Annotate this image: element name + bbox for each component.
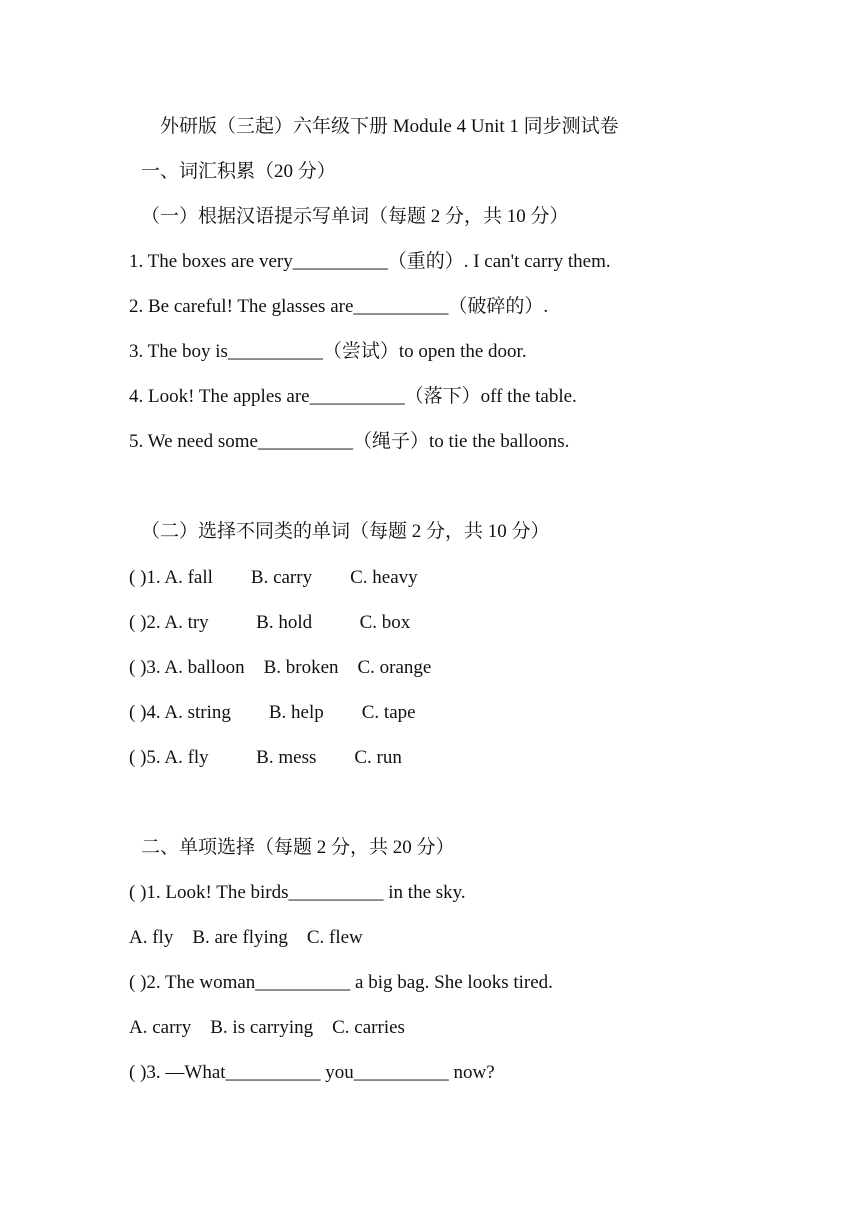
part2-question-1: ( )1. A. fall B. carry C. heavy [129, 567, 418, 588]
page-title: 外研版（三起）六年级下册 Module 4 Unit 1 同步测试卷 [160, 116, 619, 137]
section1-heading: 一、词汇积累（20 分） [141, 161, 336, 182]
part2-question-5: ( )5. A. fly B. mess C. run [129, 747, 402, 768]
part2-question-3: ( )3. A. balloon B. broken C. orange [129, 657, 432, 678]
part1-question-1: 1. The boxes are very__________（重的）. I can't carry them. [129, 251, 611, 272]
section2-heading: 二、单项选择（每题 2 分，共 20 分） [141, 837, 455, 858]
part2-question-2: ( )2. A. try B. hold C. box [129, 612, 411, 633]
part1-question-4: 4. Look! The apples are__________（落下）off the table. [129, 386, 577, 407]
part2-heading: （二）选择不同类的单词（每题 2 分，共 10 分） [141, 521, 550, 542]
part1-question-5: 5. We need some__________（绳子）to tie the balloons. [129, 431, 570, 452]
section2-options-2: A. carry B. is carrying C. carries [129, 1017, 405, 1038]
part2-question-4: ( )4. A. string B. help C. tape [129, 702, 416, 723]
part1-question-2: 2. Be careful! The glasses are__________（破碎的）. [129, 296, 549, 317]
part1-question-3: 3. The boy is__________（尝试）to open the door. [129, 341, 527, 362]
section2-question-2: ( )2. The woman__________ a big bag. She looks tired. [129, 972, 553, 993]
section2-question-3: ( )3. —What__________ you__________ now? [129, 1062, 495, 1083]
part1-heading: （一）根据汉语提示写单词（每题 2 分，共 10 分） [141, 206, 569, 227]
section2-options-1: A. fly B. are flying C. flew [129, 927, 363, 948]
section2-question-1: ( )1. Look! The birds__________ in the sky. [129, 882, 466, 903]
